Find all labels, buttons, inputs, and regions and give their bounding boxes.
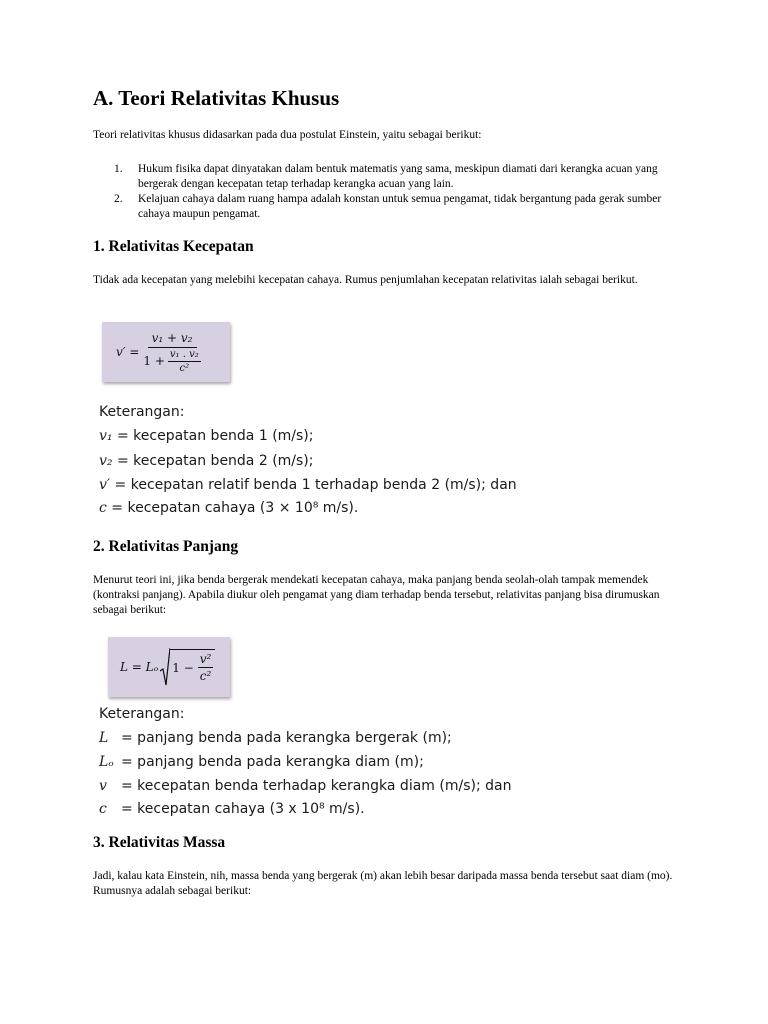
page-title: A. Teori Relativitas Khusus [93,86,340,110]
keterangan-desc: = panjang benda pada kerangka bergerak (m); [121,730,452,746]
formula-fraction [198,652,214,683]
list-item-number: 1. [114,163,123,175]
formula-numerator: v₁ + v₂ [148,331,197,348]
keterangan-item [99,453,314,469]
keterangan-desc: = kecepatan cahaya (3 x 10⁸ m/s). [121,801,365,817]
formula-denominator [143,348,200,374]
keterangan-item [99,477,517,493]
formula-numerator: v² [199,652,212,666]
section-massa-paragraph: Jadi, kalau kata Einstein, nih, massa benda yang bergerak (m) akan lebih besar daripada massa benda tersebut saat diam (mo). Rumusnya adalah sebagai berikut: [93,870,673,897]
postulate-list [93,162,673,222]
intro-paragraph: Teori relativitas khusus didasarkan pada dua postulat Einstein, yaitu sebagai berikut: [93,129,482,141]
section-heading-panjang: 2. Relativitas Panjang [93,538,239,555]
keterangan-item [99,778,511,794]
length-formula-box [108,637,230,697]
section-heading-massa: 3. Relativitas Massa [93,834,226,851]
keterangan-desc: = kecepatan relatif benda 1 terhadap benda 2 (m/s); dan [110,477,517,493]
formula-denominator: c² [199,669,212,683]
formula-radicand-one: 1 − [172,660,194,675]
formula-fraction [143,331,200,374]
keterangan-symbol: Lₒ [99,754,114,770]
section-heading-kecepatan: 1. Relativitas Kecepatan [93,238,254,255]
length-contraction-formula [120,643,215,691]
formula-inner-denominator: c² [179,362,190,374]
keterangan-desc: = kecepatan benda 1 (m/s); [112,428,314,444]
velocity-formula-box [102,322,230,382]
formula-inner-fraction [168,349,201,374]
formula-radicand [170,649,215,683]
keterangan-desc: = kecepatan benda terhadap kerangka diam (m/s); dan [121,778,512,794]
formula-denominator-prefix: 1 + [143,354,165,368]
formula-inner-numerator: v₁ . v₂ [169,348,199,360]
section-panjang-paragraph: Menurut teori ini, jika benda bergerak mendekati kecepatan cahaya, maka panjang benda seolah-olah tampak memendek (kontraksi panjang). Apabila diukur oleh pengamat yang diam terhadap benda tersebut, relativitas panjang bisa dirumuskan sebagai berikut: [93,574,660,616]
sqrt-icon [160,647,170,687]
keterangan-symbol: L [99,730,109,746]
keterangan-symbol: c [99,500,107,516]
keterangan-symbol: v₂ [99,453,113,469]
keterangan-title: Keterangan: [99,706,185,722]
keterangan-symbol: v₁ [99,428,113,444]
list-item-number: 2. [114,193,123,205]
keterangan-desc: = kecepatan benda 2 (m/s); [112,453,314,469]
keterangan-title: Keterangan: [99,404,185,420]
list-item [93,192,673,222]
keterangan-item [99,428,314,444]
list-item-text: Kelajuan cahaya dalam ruang hampa adalah konstan untuk semua pengamat, tidak bergantung pada gerak sumber cahaya maupun pengamat. [138,193,662,220]
section-kecepatan-paragraph: Tidak ada kecepatan yang melebihi kecepatan cahaya. Rumus penjumlahan kecepatan relativitas ialah sebagai berikut. [93,274,638,286]
keterangan-symbol: c [99,801,107,817]
keterangan-desc: = panjang benda pada kerangka diam (m); [121,754,424,770]
keterangan-item [99,754,424,770]
formula-lhs: v′ = [116,345,140,359]
keterangan-item [99,730,452,746]
keterangan-symbol: v [99,778,107,794]
formula-lhs: L = Lₒ [120,660,159,674]
velocity-addition-formula [116,330,201,374]
list-item [93,162,673,192]
list-item-text: Hukum fisika dapat dinyatakan dalam bentuk matematis yang sama, meskipun diamati dari kerangka acuan yang bergerak dengan kecepatan tetap terhadap kerangka acuan yang lain. [138,163,658,190]
keterangan-item [99,500,358,516]
keterangan-desc: = kecepatan cahaya (3 × 10⁸ m/s). [106,500,359,516]
keterangan-item [99,801,365,817]
keterangan-symbol: v′ [99,477,111,493]
